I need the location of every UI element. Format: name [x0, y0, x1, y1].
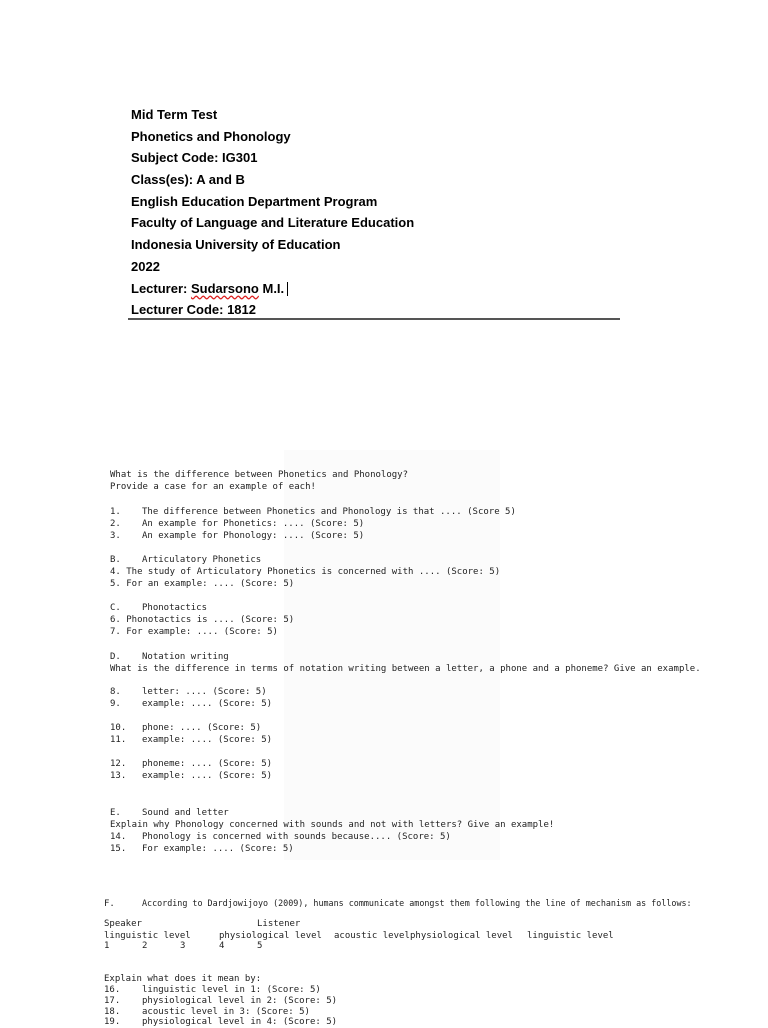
list-item: 11. example: .... (Score: 5): [110, 735, 273, 745]
level-number: 5: [257, 941, 263, 951]
list-item: 7. For example: .... (Score: 5): [110, 627, 278, 637]
level-label: acoustic level: [334, 931, 410, 941]
list-item: 14. Phonology is concerned with sounds because.... (Score: 5): [110, 832, 451, 842]
list-item: 13. example: .... (Score: 5): [110, 771, 273, 781]
lecturer-label: Lecturer:: [131, 280, 191, 296]
list-item: 10. phone: .... (Score: 5): [110, 723, 262, 733]
level-label: linguistic level: [104, 931, 191, 941]
level-label: physiological level: [410, 931, 513, 941]
course-name: Phonetics and Phonology: [131, 128, 291, 144]
list-item: 6. Phonotactics is .... (Score: 5): [110, 615, 295, 625]
list-item: 17. physiological level in 2: (Score: 5): [104, 996, 338, 1006]
list-item: 15. For example: .... (Score: 5): [110, 844, 294, 854]
lecturer-suffix: M.I.: [258, 280, 285, 296]
lecturer-line: [131, 278, 414, 300]
university: Indonesia University of Education: [131, 237, 341, 253]
lecturer-code: Lecturer Code: 1812: [131, 302, 256, 318]
list-item: 19. physiological level in 4: (Score: 5): [104, 1017, 338, 1027]
section-d-heading: D. Notation writing: [110, 652, 229, 662]
intro-question-line2: Provide a case for an example of each!: [110, 482, 316, 492]
section-f-explain: Explain what does it mean by:: [104, 974, 262, 984]
faculty: Faculty of Language and Literature Education: [131, 215, 415, 231]
level-number: 1: [104, 941, 110, 951]
subject-code: Subject Code: IG301: [131, 150, 258, 166]
section-b-heading: B. Articulatory Phonetics: [110, 555, 262, 565]
header-divider: [128, 318, 620, 320]
level-label: physiological level: [219, 931, 322, 941]
level-label: linguistic level: [527, 931, 614, 941]
text-cursor: [287, 282, 288, 296]
test-title: Mid Term Test: [131, 107, 218, 122]
list-item: 1. The difference between Phonetics and Phonology is that .... (Score 5): [110, 507, 516, 517]
list-item: 16. linguistic level in 1: (Score: 5): [104, 985, 321, 995]
list-item: 8. letter: .... (Score: 5): [110, 687, 267, 697]
classes: Class(es): A and B: [131, 172, 245, 188]
year: 2022: [131, 258, 160, 274]
list-item: 12. phoneme: .... (Score: 5): [110, 759, 273, 769]
test-header: [131, 104, 414, 321]
intro-question-line1: What is the difference between Phonetics and Phonology?: [110, 470, 409, 480]
section-e-heading: E. Sound and letter: [110, 808, 229, 818]
section-f-heading: F. According to Dardjowijoyo (2009), humans communicate amongst them following the line of mechanism as follows:: [104, 898, 692, 909]
list-item: 4. The study of Articulatory Phonetics is concerned with .... (Score: 5): [110, 567, 501, 577]
list-item: 2. An example for Phonetics: .... (Score: 5): [110, 519, 365, 529]
list-item: 18. acoustic level in 3: (Score: 5): [104, 1007, 310, 1017]
section-c-heading: C. Phonotactics: [110, 603, 208, 613]
level-number: 4: [219, 941, 225, 951]
speaker-label: Speaker: [104, 919, 142, 929]
section-d-question: What is the difference in terms of notation writing between a letter, a phone and a phoneme? Give an example.: [110, 664, 701, 674]
section-e-question: Explain why Phonology concerned with sounds and not with letters? Give an example!: [110, 820, 555, 830]
listener-label: Listener: [257, 919, 301, 929]
level-number: 2: [142, 941, 148, 951]
list-item: 9. example: .... (Score: 5): [110, 699, 273, 709]
program: English Education Department Program: [131, 193, 378, 209]
list-item: 3. An example for Phonology: .... (Score: 5): [110, 531, 365, 541]
lecturer-name: Sudarsono: [190, 280, 259, 296]
list-item: 5. For an example: .... (Score: 5): [110, 579, 295, 589]
level-number: 3: [180, 941, 186, 951]
